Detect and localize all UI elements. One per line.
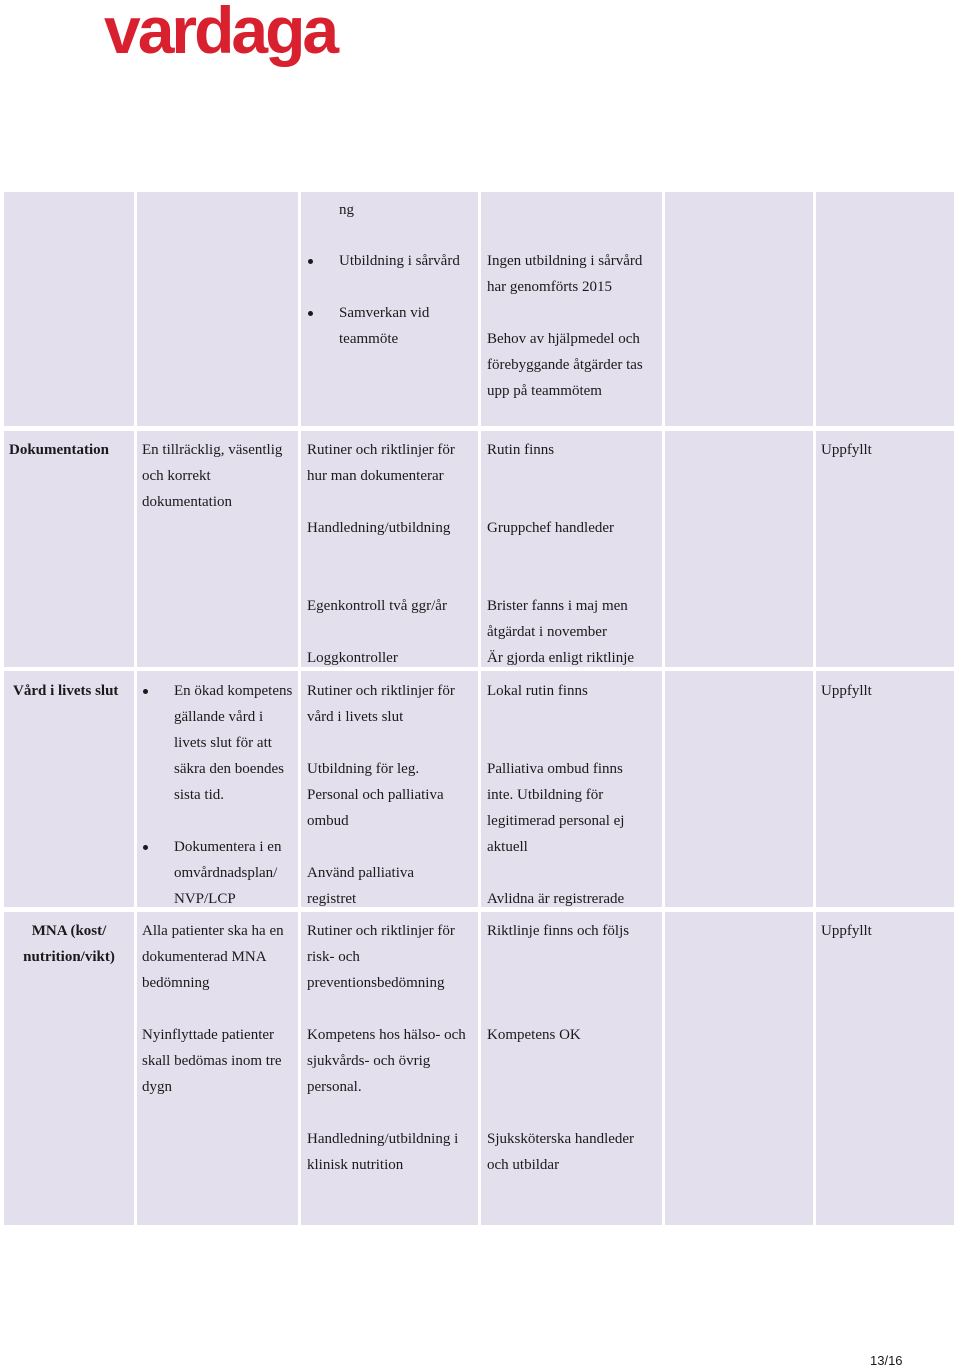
cell-vard-empty xyxy=(665,671,813,907)
cell-dok-status xyxy=(816,431,954,667)
cell-mna-result xyxy=(481,912,662,1225)
result-text: Behov av hjälpmedel och förebyggande åtgärder tas upp på teammötem xyxy=(487,331,643,399)
bullet-icon xyxy=(143,845,148,850)
result-text: Lokal rutin finns xyxy=(487,683,588,699)
method-text: Kompetens hos hälso- och sjukvårds- och övrig personal. xyxy=(307,1027,466,1095)
method-text: Rutiner och riktlinjer för hur man dokumenterar xyxy=(307,442,455,484)
result-text: Gruppchef handleder xyxy=(487,520,615,536)
method-text: Använd palliativa registret xyxy=(307,865,415,907)
status-text: Uppfyllt xyxy=(821,442,872,458)
method-text: Handledning/utbildning xyxy=(307,520,451,536)
result-text: Riktlinje finns och följs xyxy=(487,923,630,939)
area-title: MNA (kost/ nutrition/vikt) xyxy=(23,923,115,965)
result-text: Avlidna är registrerade xyxy=(487,891,625,907)
result-text: Palliativa ombud finns inte. Utbildning för legitimerad personal ej aktuell xyxy=(487,761,625,855)
bullet-icon xyxy=(308,259,313,264)
method-text: Rutiner och riktlinjer för risk- och preventionsbedömning xyxy=(307,923,455,991)
goal-text: En tillräcklig, väsentlig och korrekt dokumentation xyxy=(142,442,283,510)
logo-text: vardaga xyxy=(104,0,337,67)
cell-vard-area xyxy=(4,671,134,907)
method-text: Egenkontroll två ggr/år xyxy=(307,598,447,614)
result-text: Kompetens OK xyxy=(487,1027,581,1043)
status-text: Uppfyllt xyxy=(821,923,872,939)
kriterium-tail: ng xyxy=(339,202,354,218)
goal-text: Dokumentera i en omvårdnadsplan/ NVP/LCP xyxy=(174,839,282,907)
cell-r1-area xyxy=(4,192,134,426)
result-text: Brister fanns i maj men åtgärdat i november xyxy=(487,598,628,640)
cell-mna-empty xyxy=(665,912,813,1225)
bullet-icon xyxy=(143,689,148,694)
cell-vard-status xyxy=(816,671,954,907)
area-title: Vård i livets slut xyxy=(13,683,119,699)
area-title: Dokumentation xyxy=(9,442,110,458)
result-text: Sjuksköterska handleder och utbildar xyxy=(487,1131,635,1173)
status-text: Uppfyllt xyxy=(821,683,872,699)
method-item: Utbildning i sårvård xyxy=(339,253,460,269)
cell-mna-status xyxy=(816,912,954,1225)
result-text: Rutin finns xyxy=(487,442,555,458)
cell-r1-goal xyxy=(137,192,298,426)
method-item: Samverkan vid teammöte xyxy=(339,305,430,347)
method-text: Handledning/utbildning i klinisk nutrition xyxy=(307,1131,459,1173)
goal-text: Alla patienter ska ha en dokumenterad MNA bedömning xyxy=(142,923,284,991)
cell-r1-empty xyxy=(665,192,813,426)
page-number: 13/16 xyxy=(870,1353,903,1368)
method-text: Loggkontroller xyxy=(307,650,398,666)
result-text: Ingen utbildning i sårvård har genomförts 2015 xyxy=(487,253,643,295)
result-text: Är gjorda enligt riktlinje xyxy=(487,650,635,666)
goal-text: En ökad kompetens gällande vård i livets slut för att säkra den boendes sista tid. xyxy=(174,683,293,803)
method-text: Rutiner och riktlinjer för vård i livets slut xyxy=(307,683,455,725)
method-text: Utbildning för leg. Personal och palliativa ombud xyxy=(307,761,444,829)
goal-text: Nyinflyttade patienter skall bedömas inom tre dygn xyxy=(142,1027,282,1095)
bullet-icon xyxy=(308,311,313,316)
vardaga-logo xyxy=(104,2,366,74)
cell-r1-status xyxy=(816,192,954,426)
cell-dok-empty xyxy=(665,431,813,667)
cell-dok-area xyxy=(4,431,134,667)
